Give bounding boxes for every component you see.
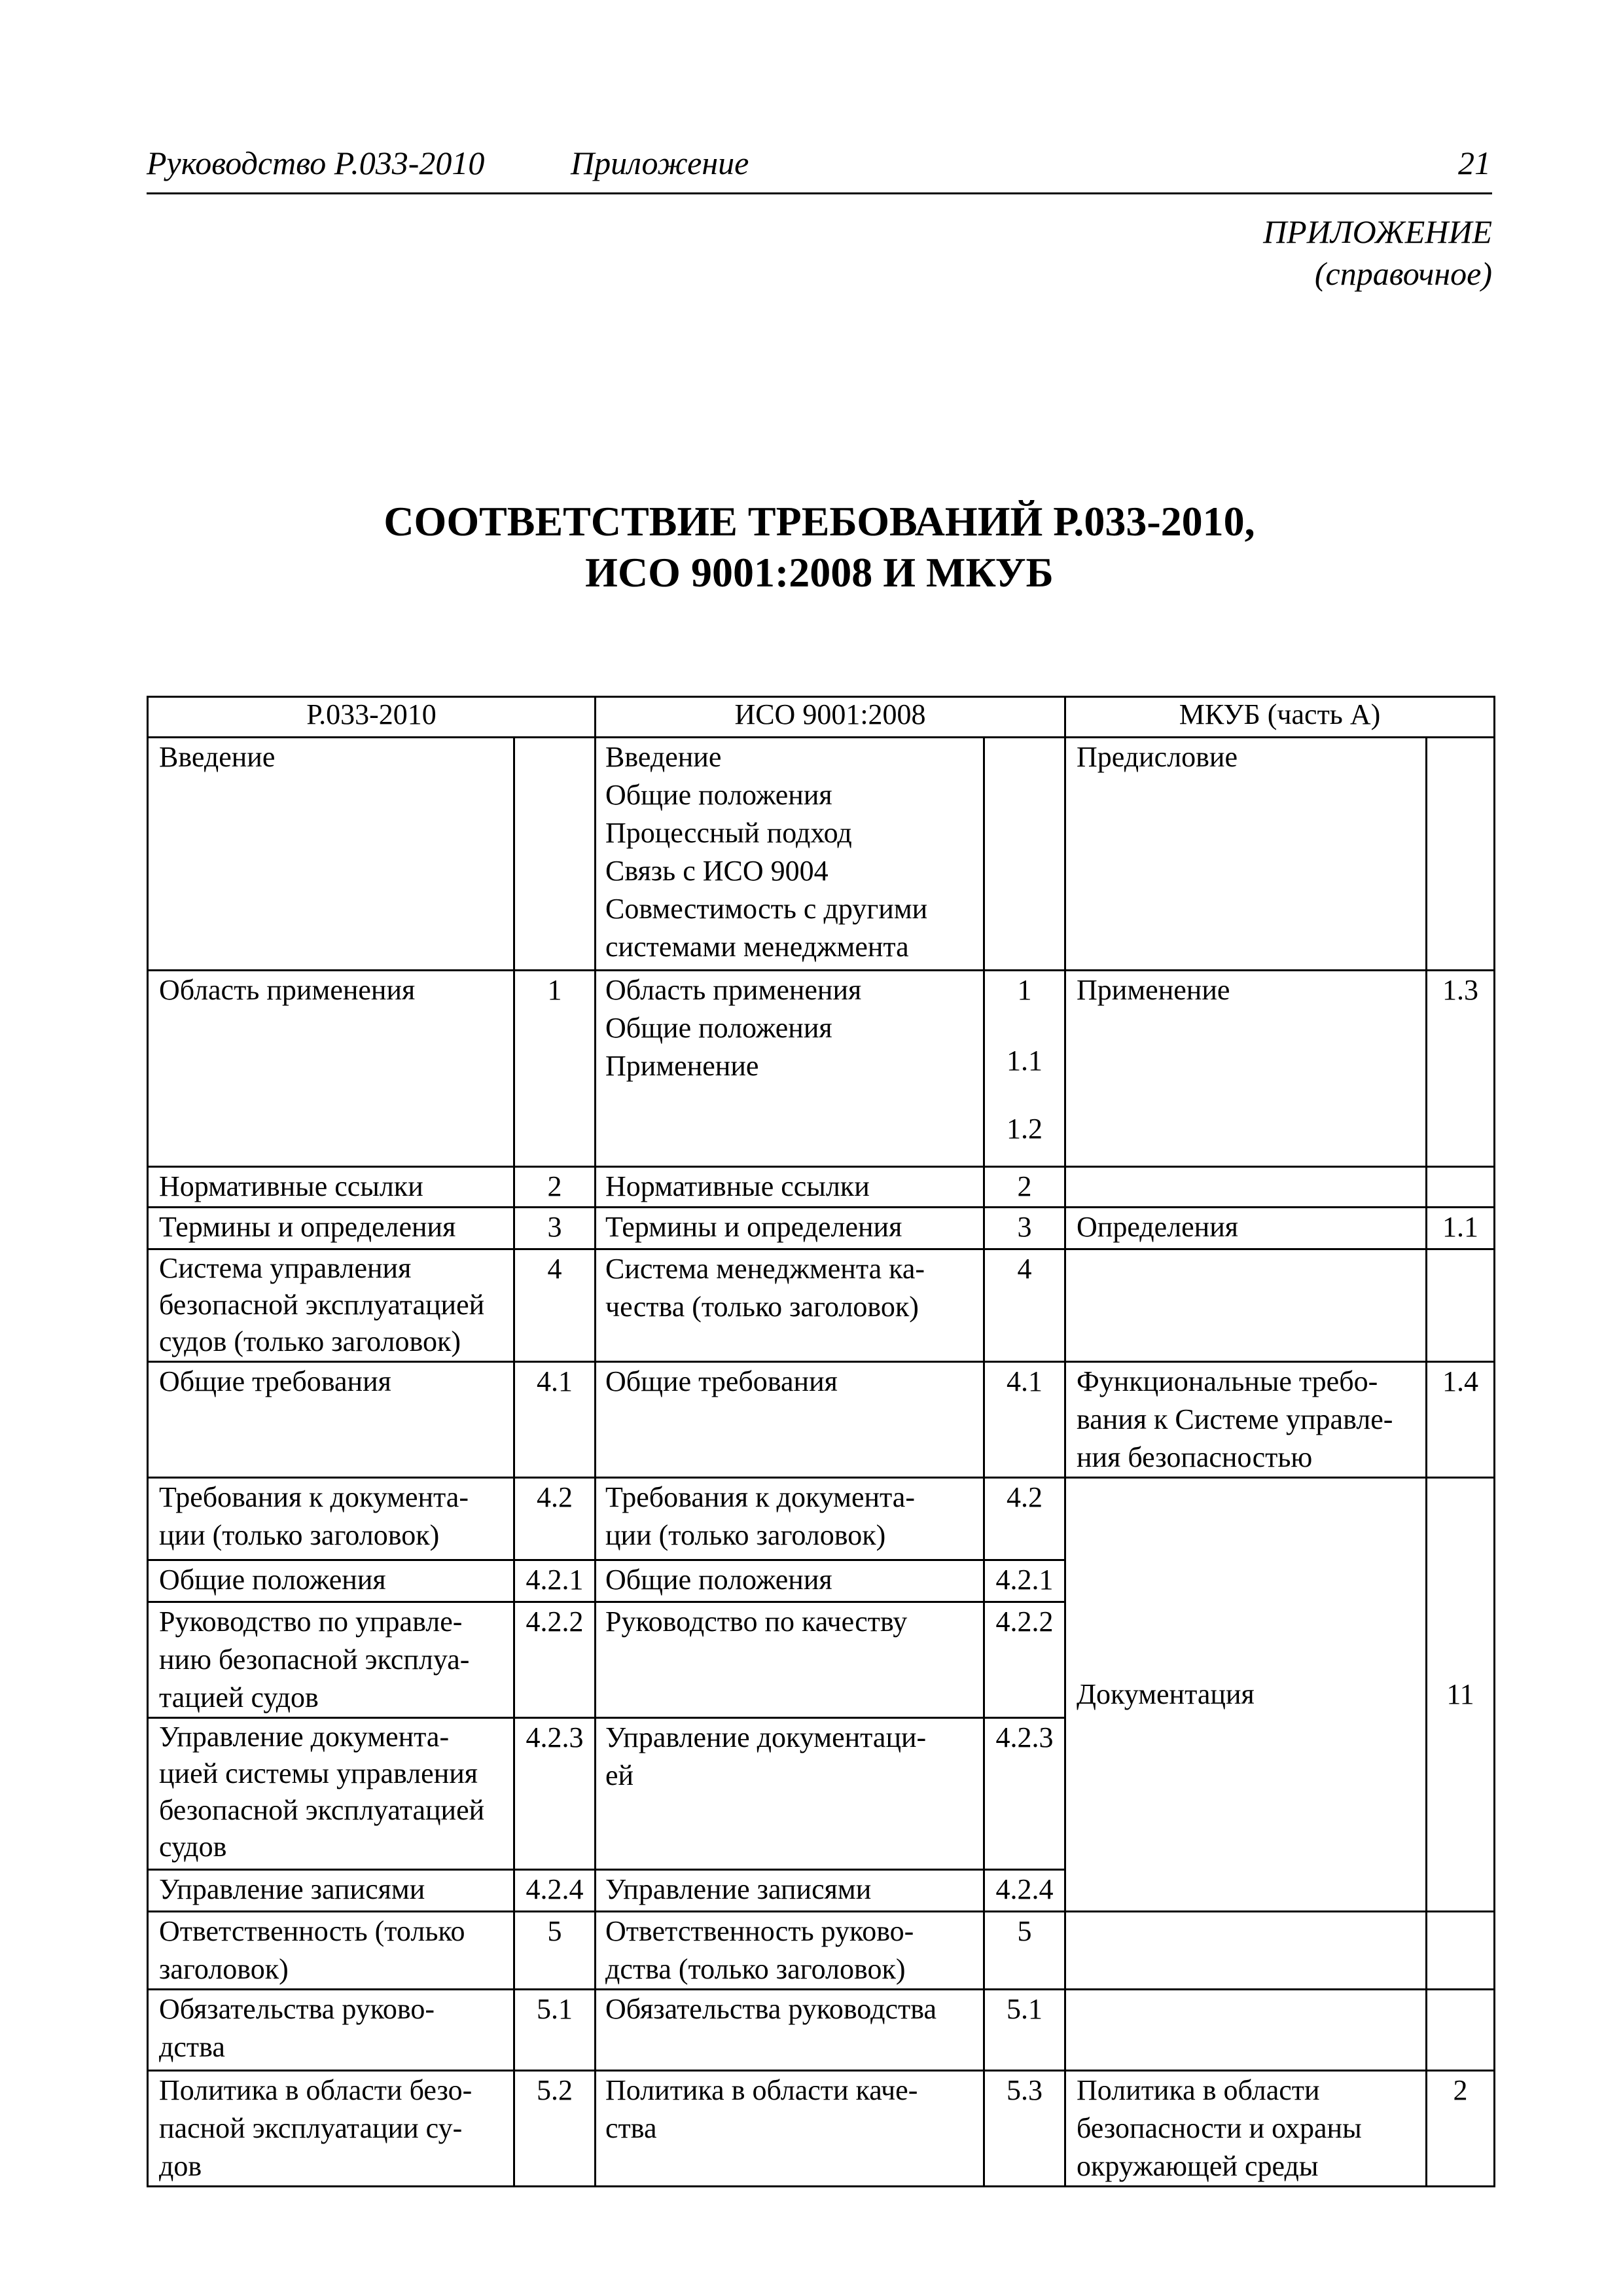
iso-clause-line: ства xyxy=(605,2112,657,2144)
iso-clause xyxy=(596,1362,984,1478)
r033-clause-line: Введение xyxy=(159,741,276,773)
r033-clause xyxy=(148,738,514,971)
iso-clause-line: Применение xyxy=(605,1050,759,1082)
mkub-clause xyxy=(1065,1990,1427,2071)
table-body xyxy=(148,697,1495,2187)
iso-clause-number: 5.1 xyxy=(984,1990,1065,2071)
iso-clause xyxy=(596,1718,984,1870)
r033-clause-line: судов (только заголовок) xyxy=(159,1325,461,1357)
iso-clause-line: Термины и определения xyxy=(605,1211,902,1243)
mkub-clause-number xyxy=(1427,1912,1495,1990)
mkub-clause-line: вания к Системе управле- xyxy=(1077,1403,1393,1435)
table-row xyxy=(148,738,1495,971)
running-header xyxy=(147,143,1492,194)
column-header: Р.033-2010 xyxy=(148,697,596,738)
iso-clause-line: дства (только заголовок) xyxy=(605,1953,906,1985)
r033-clause-number: 4.2.1 xyxy=(514,1560,596,1602)
correspondence-table xyxy=(147,696,1495,2187)
iso-clause xyxy=(596,1560,984,1602)
table-row xyxy=(148,1167,1495,1208)
iso-clause-line: Общие положения xyxy=(605,779,832,811)
mkub-clause-line: Функциональные требо- xyxy=(1077,1365,1378,1397)
mkub-clause-line: Определения xyxy=(1077,1211,1239,1243)
r033-clause-line: Система управления xyxy=(159,1252,412,1284)
iso-clause-number: 4.1 xyxy=(984,1362,1065,1478)
iso-clause-line: Связь с ИСО 9004 xyxy=(605,855,829,887)
column-header: МКУБ (часть А) xyxy=(1065,697,1495,738)
header-section: Приложение xyxy=(571,145,749,181)
mkub-clause-number: 11 xyxy=(1427,1478,1495,1912)
spacer xyxy=(985,1009,1064,1042)
r033-clause-line: Обязательства руково- xyxy=(159,1993,435,2025)
iso-clause xyxy=(596,1478,984,1560)
r033-clause xyxy=(148,1208,514,1249)
mkub-clause-number xyxy=(1427,1167,1495,1208)
r033-clause xyxy=(148,971,514,1167)
table-row xyxy=(148,1362,1495,1478)
iso-clause xyxy=(596,1249,984,1362)
column-header: ИСО 9001:2008 xyxy=(596,697,1065,738)
iso-clause-line: Требования к документа- xyxy=(605,1481,915,1513)
iso-clause-line: Общие положения xyxy=(605,1012,832,1044)
appendix-label xyxy=(1263,211,1492,295)
iso-clause-line: Обязательства руководства xyxy=(605,1993,936,2025)
mkub-clause xyxy=(1065,1912,1427,1990)
mkub-clause-line: окружающей среды xyxy=(1077,2150,1319,2182)
mkub-clause xyxy=(1065,1362,1427,1478)
table-row xyxy=(148,1249,1495,1362)
r033-clause-line: нию безопасной эксплуа- xyxy=(159,1643,470,1676)
title-line-1: СООТВЕТСТВИЕ ТРЕБОВАНИЙ Р.033-2010, xyxy=(383,498,1255,545)
iso-clause-number-line: 1 xyxy=(1017,974,1032,1006)
mkub-clause xyxy=(1065,1208,1427,1249)
mkub-clause-number xyxy=(1427,1249,1495,1362)
iso-clause-number xyxy=(984,738,1065,971)
mkub-clause-line: Предисловие xyxy=(1077,741,1238,773)
r033-clause-number: 1 xyxy=(514,971,596,1167)
r033-clause-line: безопасной эксплуатацией xyxy=(159,1289,485,1321)
iso-clause-number: 2 xyxy=(984,1167,1065,1208)
iso-clause-number: 4.2.3 xyxy=(984,1718,1065,1870)
header-doc-title: Руководство Р.033-2010 xyxy=(147,145,485,181)
iso-clause-number: 5 xyxy=(984,1912,1065,1990)
r033-clause-line: Требования к документа- xyxy=(159,1481,469,1513)
iso-clause-number: 4.2.2 xyxy=(984,1602,1065,1718)
iso-clause-number xyxy=(984,971,1065,1167)
iso-clause xyxy=(596,1602,984,1718)
r033-clause-line: тацией судов xyxy=(159,1681,319,1713)
r033-clause-line: пасной эксплуатации су- xyxy=(159,2112,463,2144)
r033-clause-number: 4.2.3 xyxy=(514,1718,596,1870)
r033-clause-line: Общие положения xyxy=(159,1564,386,1596)
r033-clause-number: 4.2.2 xyxy=(514,1602,596,1718)
iso-clause-line: Общие требования xyxy=(605,1365,838,1397)
r033-clause-line: Общие требования xyxy=(159,1365,391,1397)
r033-clause xyxy=(148,1990,514,2071)
spacer xyxy=(985,1080,1064,1110)
iso-clause-line: Общие положения xyxy=(605,1564,832,1596)
r033-clause-line: Нормативные ссылки xyxy=(159,1170,423,1202)
r033-clause-line: ции (только заголовок) xyxy=(159,1519,440,1551)
r033-clause-number: 4 xyxy=(514,1249,596,1362)
table-row xyxy=(148,1478,1495,1560)
r033-clause xyxy=(148,1167,514,1208)
mkub-clause xyxy=(1065,1249,1427,1362)
iso-clause xyxy=(596,971,984,1167)
table-row xyxy=(148,1990,1495,2071)
mkub-clause-line: ния безопасностью xyxy=(1077,1441,1313,1473)
iso-clause-number: 4 xyxy=(984,1249,1065,1362)
mkub-clause-line: Применение xyxy=(1077,974,1230,1006)
r033-clause-line: Термины и определения xyxy=(159,1211,456,1243)
table-header-row xyxy=(148,697,1495,738)
iso-clause-line: Политика в области каче- xyxy=(605,2074,918,2106)
mkub-clause-number xyxy=(1427,1990,1495,2071)
mkub-clause-line: безопасности и охраны xyxy=(1077,2112,1362,2144)
appendix-title: ПРИЛОЖЕНИЕ xyxy=(1263,213,1492,250)
iso-clause xyxy=(596,1167,984,1208)
r033-clause xyxy=(148,1870,514,1912)
r033-clause-number: 5 xyxy=(514,1912,596,1990)
r033-clause-line: Руководство по управле- xyxy=(159,1605,463,1638)
r033-clause xyxy=(148,1560,514,1602)
iso-clause xyxy=(596,1912,984,1990)
r033-clause-line: цией системы управления xyxy=(159,1757,478,1789)
iso-clause xyxy=(596,1870,984,1912)
iso-clause xyxy=(596,1990,984,2071)
r033-clause-number: 4.2.4 xyxy=(514,1870,596,1912)
iso-clause-line: Процессный подход xyxy=(605,817,852,849)
r033-clause xyxy=(148,2071,514,2187)
iso-clause-number: 5.3 xyxy=(984,2071,1065,2187)
appendix-subtitle: (справочное) xyxy=(1314,255,1492,292)
document-title xyxy=(147,496,1492,598)
r033-clause xyxy=(148,1718,514,1870)
r033-clause-number: 5.2 xyxy=(514,2071,596,2187)
r033-clause-number: 4.1 xyxy=(514,1362,596,1478)
r033-clause-line: заголовок) xyxy=(159,1953,289,1985)
mkub-clause-number xyxy=(1427,738,1495,971)
iso-clause-line: Ответственность руково- xyxy=(605,1915,914,1947)
iso-clause xyxy=(596,738,984,971)
iso-clause-line: Система менеджмента ка- xyxy=(605,1253,925,1285)
r033-clause-line: Политика в области безо- xyxy=(159,2074,473,2106)
mkub-clause: Документация xyxy=(1065,1478,1427,1912)
r033-clause-line: безопасной эксплуатацией xyxy=(159,1794,485,1826)
r033-clause-number: 5.1 xyxy=(514,1990,596,2071)
iso-clause-line: чества (только заголовок) xyxy=(605,1291,919,1323)
r033-clause-line: дов xyxy=(159,2150,202,2182)
r033-clause-line: Ответственность (только xyxy=(159,1915,465,1947)
iso-clause-number: 4.2.4 xyxy=(984,1870,1065,1912)
iso-clause-line: Совместимость с другими xyxy=(605,893,928,925)
iso-clause-number: 4.2 xyxy=(984,1478,1065,1560)
r033-clause xyxy=(148,1249,514,1362)
mkub-clause xyxy=(1065,971,1427,1167)
r033-clause-number: 4.2 xyxy=(514,1478,596,1560)
iso-clause-line: ей xyxy=(605,1759,634,1791)
r033-clause-number: 2 xyxy=(514,1167,596,1208)
r033-clause xyxy=(148,1912,514,1990)
page-number: 21 xyxy=(1458,145,1491,181)
iso-clause-number: 4.2.1 xyxy=(984,1560,1065,1602)
iso-clause-number: 3 xyxy=(984,1208,1065,1249)
title-line-2: ИСО 9001:2008 И МКУБ xyxy=(585,549,1054,596)
iso-clause xyxy=(596,1208,984,1249)
table-row xyxy=(148,1208,1495,1249)
r033-clause xyxy=(148,1602,514,1718)
iso-clause-line: ции (только заголовок) xyxy=(605,1519,886,1551)
mkub-clause-number: 1.3 xyxy=(1427,971,1495,1167)
r033-clause-number: 3 xyxy=(514,1208,596,1249)
mkub-clause-number: 2 xyxy=(1427,2071,1495,2187)
iso-clause-line: Область применения xyxy=(605,974,862,1006)
table-row xyxy=(148,2071,1495,2187)
iso-clause-number-line: 1.1 xyxy=(1007,1045,1043,1077)
mkub-clause-number: 1.4 xyxy=(1427,1362,1495,1478)
r033-clause-line: судов xyxy=(159,1831,227,1863)
mkub-clause xyxy=(1065,1167,1427,1208)
r033-clause xyxy=(148,1362,514,1478)
iso-clause-line: Управление записями xyxy=(605,1873,872,1905)
table-row xyxy=(148,971,1495,1167)
iso-clause-line: Нормативные ссылки xyxy=(605,1170,870,1202)
mkub-clause-line: Политика в области xyxy=(1077,2074,1320,2106)
iso-clause-line: Управление документаци- xyxy=(605,1721,927,1753)
r033-clause-line: Управление записями xyxy=(159,1873,425,1905)
iso-clause-line: Руководство по качеству xyxy=(605,1605,908,1638)
r033-clause xyxy=(148,1478,514,1560)
iso-clause-line: системами менеджмента xyxy=(605,931,909,963)
iso-clause-number-line: 1.2 xyxy=(1007,1113,1043,1145)
r033-clause-number xyxy=(514,738,596,971)
mkub-clause xyxy=(1065,2071,1427,2187)
r033-clause-line: Область применения xyxy=(159,974,416,1006)
iso-clause-line: Введение xyxy=(605,741,722,773)
r033-clause-line: дства xyxy=(159,2031,225,2063)
r033-clause-line: Управление документа- xyxy=(159,1721,450,1753)
mkub-clause-number: 1.1 xyxy=(1427,1208,1495,1249)
iso-clause xyxy=(596,2071,984,2187)
mkub-clause xyxy=(1065,738,1427,971)
table-row xyxy=(148,1912,1495,1990)
